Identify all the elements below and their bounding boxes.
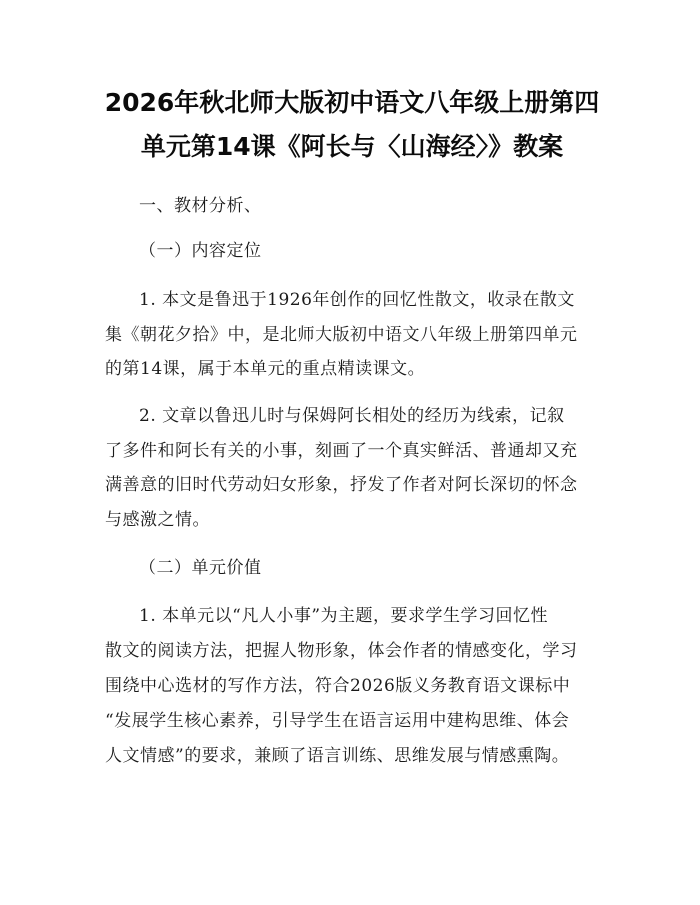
paragraph-1-line-2: 集《朝花夕拾》中，是北师大版初中语文八年级上册第四单元 <box>105 325 578 345</box>
paragraph-3-line-2: 散文的阅读方法，把握人物形象，体会作者的情感变化，学习 <box>105 641 578 661</box>
paragraph-3-line-1: 1. 本单元以“凡人小事”为主题，要求学生学习回忆性 <box>139 606 549 626</box>
document-title-line-2: 单元第14课《阿长与〈山海经〉》教案 <box>140 132 564 161</box>
paragraph-2-line-4: 与感激之情。 <box>105 510 210 530</box>
subsection-heading-unit-value: （二）单元价值 <box>139 558 262 578</box>
paragraph-1-line-1: 1. 本文是鲁迅于1926年创作的回忆性散文，收录在散文 <box>139 290 575 310</box>
subsection-heading-content: （一）内容定位 <box>139 241 262 261</box>
paragraph-3-line-5: 人文情感”的要求，兼顾了语言训练、思维发展与情感熏陶。 <box>105 746 570 766</box>
paragraph-2-line-3: 满善意的旧时代劳动妇女形象，抒发了作者对阿长深切的怀念 <box>105 475 578 495</box>
section-heading-1: 一、教材分析、 <box>139 196 262 216</box>
paragraph-3-line-3: 围绕中心选材的写作方法，符合2026版义务教育语文课标中 <box>105 676 571 696</box>
paragraph-2-line-2: 了多件和阿长有关的小事，刻画了一个真实鲜活、普通却又充 <box>105 441 578 461</box>
document-title-line-1: 2026年秋北师大版初中语文八年级上册第四 <box>104 88 600 117</box>
paragraph-1-line-3: 的第14课，属于本单元的重点精读课文。 <box>105 359 426 379</box>
paragraph-2-line-1: 2. 文章以鲁迅儿时与保姆阿长相处的经历为线索，记叙 <box>139 406 565 426</box>
paragraph-3-line-4: “发展学生核心素养，引导学生在语言运用中建构思维、体会 <box>105 711 570 731</box>
